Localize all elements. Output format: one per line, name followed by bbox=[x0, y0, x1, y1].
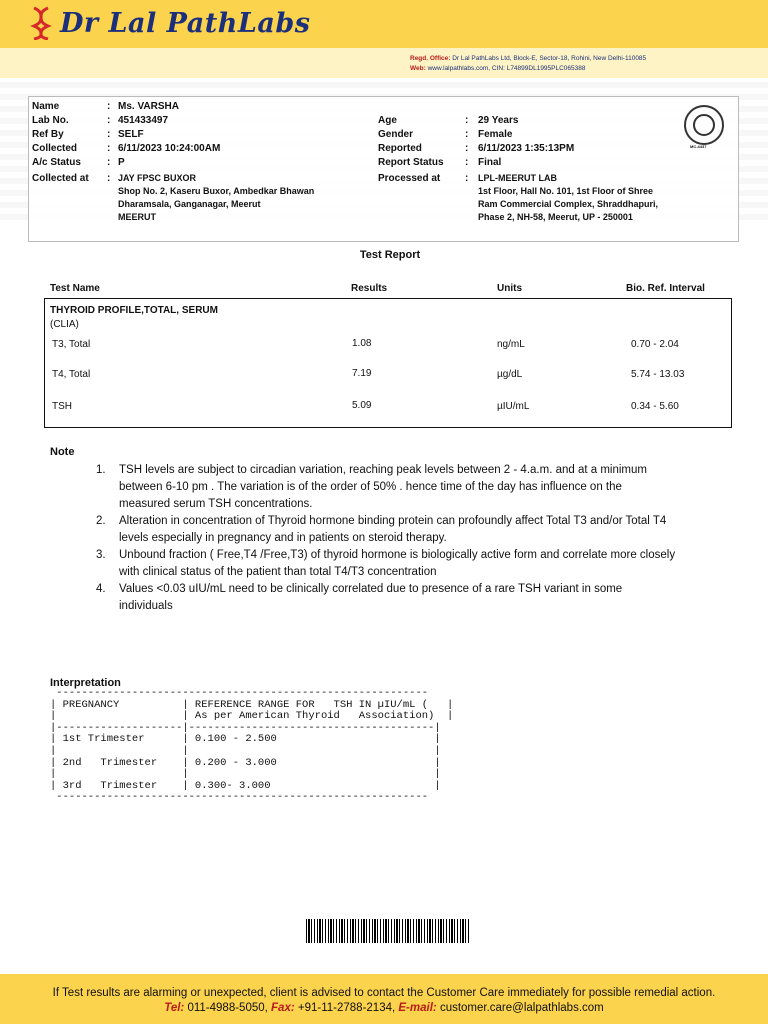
list-item: 3. Unbound fraction ( Free,T4 /Free,T3) of thyroid hormone is biologically active form and correlate more closely with clinical status of the patient than total T4/T3 concentration bbox=[96, 549, 676, 578]
barcode-icon bbox=[306, 919, 470, 943]
reported-value: 6/11/2023 1:35:13PM bbox=[478, 143, 575, 154]
refby-label: Ref By bbox=[32, 129, 64, 140]
gender-label: Gender bbox=[378, 129, 414, 140]
note-list bbox=[96, 462, 676, 615]
list-item: 4. Values <0.03 uIU/mL need to be clinically correlated due to presence of a rare TSH variant in some individuals bbox=[96, 583, 623, 612]
subheader-bar bbox=[0, 48, 768, 78]
range-value: 0.70 - 2.04 bbox=[631, 339, 679, 350]
labno-label: Lab No. bbox=[32, 115, 69, 126]
col-test-name: Test Name bbox=[50, 283, 100, 294]
result-value: 7.19 bbox=[352, 368, 372, 379]
header-bar bbox=[0, 0, 768, 48]
collected-at-address: Shop No. 2, Kaseru Buxor, Ambedkar Bhawan Dharamsala, Ganganagar, Meerut MEERUT bbox=[118, 186, 315, 222]
panel-name: THYROID PROFILE,TOTAL, SERUM bbox=[50, 305, 218, 316]
accreditation-caption: MC-4437 bbox=[690, 144, 707, 149]
processed-at-address: 1st Floor, Hall No. 101, 1st Floor of Shree Ram Commercial Complex, Shraddhapuri, Phase 2, NH-58, Meerut, UP - 250001 bbox=[478, 186, 659, 222]
range-value: 0.34 - 5.60 bbox=[631, 401, 679, 412]
panel-method: (CLIA) bbox=[50, 319, 79, 330]
interpretation-table: ----------------------------------------------------------- | PREGNANCY | REFERENCE RANGE FOR TSH IN µIU/mL ( | | | As per American Thyroid Association) | |--------------------|---------------------------------------| | 1st Trimester | 0.100 - 2.500 | | | | | 2nd Trimester | 0.200 - 3.000 | | | | | 3rd Trimester | 0.300- 3.000 | ----------------------------------------------------------- bbox=[50, 687, 454, 804]
collected-label: Collected bbox=[32, 143, 78, 154]
name-label: Name bbox=[32, 101, 60, 112]
age-label: Age bbox=[378, 115, 397, 126]
accreditation-seal-icon bbox=[684, 105, 724, 145]
note-title: Note bbox=[50, 446, 75, 458]
list-item: 1. TSH levels are subject to circadian variation, reaching peak levels between 2 - 4.a.m. and at a minimum between 6-10 pm . The variation is of the order of 50% . hence time of the day has influence on the measured serum TSH concentrations. bbox=[96, 464, 647, 510]
age-value: 29 Years bbox=[478, 115, 519, 126]
labno-value: 451433497 bbox=[118, 115, 169, 126]
report-title: Test Report bbox=[359, 249, 421, 261]
footer-bar bbox=[0, 974, 768, 1024]
col-units: Units bbox=[497, 283, 522, 294]
unit-value: µIU/mL bbox=[497, 401, 530, 412]
processed-at-value: LPL-MEERUT LAB bbox=[478, 173, 557, 183]
gender-value: Female bbox=[478, 129, 513, 140]
registered-office: Regd. Office: Dr Lal PathLabs Ltd, Block-E, Sector-18, Rohini, New Delhi-110085 Web: www.lalpathlabs.com, CIN: L74899DL1995PLC065388 bbox=[410, 55, 647, 72]
dna-logo-icon bbox=[30, 6, 52, 40]
table-row: T3, Total bbox=[52, 339, 91, 350]
reported-label: Reported bbox=[378, 143, 422, 154]
table-row: T4, Total bbox=[52, 369, 91, 380]
collected-value: 6/11/2023 10:24:00AM bbox=[118, 143, 221, 154]
refby-value: SELF bbox=[118, 129, 144, 140]
result-value: 1.08 bbox=[352, 338, 372, 349]
unit-value: ng/mL bbox=[497, 339, 525, 350]
collected-at-label: Collected at bbox=[32, 173, 89, 184]
ac-status-label: A/c Status bbox=[32, 157, 81, 168]
interpretation-title: Interpretation bbox=[50, 677, 121, 689]
col-ref-interval: Bio. Ref. Interval bbox=[626, 283, 705, 294]
collected-at-value: JAY FPSC BUXOR bbox=[118, 173, 197, 183]
range-value: 5.74 - 13.03 bbox=[631, 369, 685, 380]
name-value: Ms. VARSHA bbox=[118, 101, 179, 112]
brand-name: Dr Lal PathLabs bbox=[60, 7, 311, 39]
col-results: Results bbox=[351, 283, 388, 294]
list-item: 2. Alteration in concentration of Thyroid hormone binding protein can profoundly affect Total T3 and/or Total T4 levels especially in pregnancy and in patients on steroid therapy. bbox=[96, 515, 667, 544]
footer-advisory: If Test results are alarming or unexpected, client is advised to contact the Customer Care immediately for possible remedial action. bbox=[52, 987, 716, 999]
footer-contacts: Tel: 011-4988-5050, Fax: +91-11-2788-2134, E-mail: customer.care@lalpathlabs.com bbox=[164, 1002, 604, 1014]
report-status-value: Final bbox=[478, 157, 502, 168]
unit-value: µg/dL bbox=[497, 369, 523, 380]
ac-status-value: P bbox=[118, 157, 125, 168]
results-table bbox=[44, 298, 732, 428]
table-row: TSH bbox=[52, 401, 72, 412]
result-value: 5.09 bbox=[352, 400, 372, 411]
processed-at-label: Processed at bbox=[378, 173, 441, 184]
report-status-label: Report Status bbox=[378, 157, 444, 168]
brand-logo bbox=[30, 6, 310, 40]
